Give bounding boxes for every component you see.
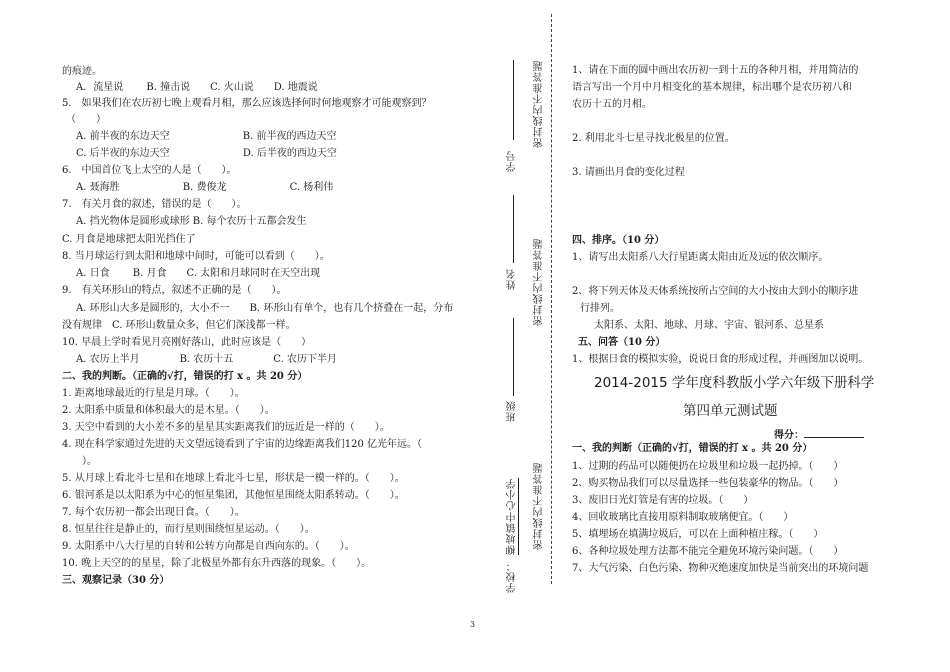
- sort-question-2: 2、将下列天体及天体系统按所占空间的大小按由大到小的顺序进: [572, 286, 859, 297]
- judge-item: 6. 银河系是以太阳系为中心的恒星集团，其他恒星围绕太阳系转动。（ ）。: [62, 490, 405, 501]
- seal-line: [551, 14, 552, 584]
- judge-item: 5、填埋场在填满垃圾后，可以在上面种植庄稼。（ ）: [572, 529, 824, 540]
- question-8: 8. 当月球运行到太阳和地球中间时，可能可以看到（ ）。: [62, 251, 330, 262]
- judge-item: 4. 现在科学家通过先进的天文望远镜看到了宇宙的边缘距离我们120 亿光年远。（: [62, 439, 422, 450]
- judge-item: 6、各种垃圾处理方法都不能完全避免环境污染问题。（ ）: [572, 546, 844, 557]
- class-label: 班级: [507, 400, 518, 422]
- observation-3: 3. 请画出月食的变化过程: [572, 167, 685, 178]
- unit-title: 第四单元测试题: [683, 403, 778, 419]
- class-blank: [513, 318, 514, 396]
- score-blank: [804, 427, 864, 438]
- observation-1: 农历十五的月相。: [572, 99, 652, 110]
- question-7: 7. 有关月食的叙述，错误的是（ ）。: [62, 199, 247, 210]
- question-10: 10. 早晨上学时看见月亮刚好落山，此时应该是（ ）: [62, 337, 312, 348]
- qa-question-1: 1、根据日食的模拟实验，说说日食的形成过程，并画图加以说明。: [572, 354, 869, 365]
- left-line: A．流星说 B. 撞击说 C. 火山说 D. 地震说: [76, 82, 318, 93]
- school-name: 柳坡镇中心小学: [507, 478, 518, 555]
- sort-items: 太阳系、太阳、地球、月球、宇宙、银河系、总星系: [594, 320, 824, 331]
- page-number: 3: [470, 620, 476, 629]
- observation-1: 语言写出一个月中月相变化的基本规律，标出哪个是农历初八和: [572, 82, 852, 93]
- left-line: A. 挡光物体是圆形或球形 B. 每个农历十五都会发生: [76, 216, 307, 227]
- section-4-title: 四、排序。（10 分）: [572, 235, 665, 246]
- question-5: 5. 如果我们在农历初七晚上观看月相，那么应该选择何时何地观察才可能观察到？: [62, 98, 432, 109]
- left-line: ）。: [62, 456, 97, 467]
- judge-item: 3. 天空中看到的大小差不多的星星其实距离我们的远近是一样的（ ）。: [62, 422, 390, 433]
- name-blank: [513, 195, 514, 263]
- judge-item: 10. 晚上天空的的星星，除了北极星外都有东升西落的现象。（ ）。: [62, 558, 372, 569]
- judge-item: 7. 每个农历初一都会出现日食。（ ）。: [62, 507, 245, 518]
- seal-warning-text: 密封线内不准答题: [534, 462, 545, 550]
- left-line: （ ）: [66, 114, 106, 125]
- observation-2: 2. 利用北斗七星寻找北极星的位置。: [572, 133, 735, 144]
- student-number-blank: [513, 60, 514, 140]
- left-line: 的痕迹。: [62, 66, 102, 77]
- student-number-label: 学号: [507, 150, 518, 172]
- left-line: A. 环形山大多是圆形的，大小不一 B. 环形山有单个，也有几个挤叠在一起，分布: [76, 303, 454, 314]
- left-line: 没有规律 C. 环形山数量众多，但它们深浅都一样。: [62, 320, 296, 331]
- left-line: C. 后半夜的东边天空 D. 后半夜的西边天空: [76, 148, 337, 159]
- observation-1: 1、请在下面的圆中画出农历初一到十五的各种月相，并用简洁的: [572, 65, 859, 76]
- section-5-title: 五、问答（10 分）: [578, 337, 666, 348]
- section-3-title: 三、观察记录（30 分）: [62, 575, 170, 586]
- name-label: 姓名: [507, 268, 518, 290]
- sort-question-1: 1、请写出太阳系八大行星距离太阳由近及远的依次顺序。: [572, 252, 829, 263]
- judge-item: 1、过期的药品可以随便扔在垃圾里和垃圾一起扔掉。（ ）: [572, 461, 844, 472]
- judge-item: 4、回收玻璃比直接用原料制取玻璃便宜。（ ）: [572, 512, 794, 523]
- judge-item: 8. 恒星往往是静止的，而行星则围绕恒星运动。（ ）。: [62, 524, 315, 535]
- judge-item: 1. 距离地球最近的行星是月球。（ ）。: [62, 388, 245, 399]
- judge-item: 7、大气污染、白色污染、物种灭绝速度加快是当前突出的环境问题: [572, 563, 869, 574]
- judge-item: 9. 太阳系中八大行星的自转和公转方向都是自西向东的。（ ）。: [62, 541, 355, 552]
- question-9: 9. 有关环形山的特点，叙述不正确的是（ ）。: [62, 285, 287, 296]
- sort-question-2: 行排列。: [580, 303, 620, 314]
- left-line: A. 前半夜的东边天空 B. 前半夜的西边天空: [76, 131, 337, 142]
- left-line: A. 日食 B. 月食 C. 太阳和月球同时在天空出现: [76, 268, 321, 279]
- section-2-title: 二、我的判断。（正确的√打，错误的打 x 。共 20 分）: [62, 371, 308, 382]
- school-label: 学校：: [507, 560, 518, 593]
- judge-item: 2、购买物品我们可以尽量选择一些包装豪华的物品。（ ）: [572, 478, 844, 489]
- judge-item: 3、废旧日光灯管是有害的垃圾。（ ）: [572, 495, 754, 506]
- seal-warning-text: 密封线内不准答题: [534, 238, 545, 326]
- judge-item: 2. 太阳系中质量和体积最大的是木星。（ ）。: [62, 405, 275, 416]
- judge-item: 5. 从月球上看北斗七星和在地球上看北斗七星，形状是一模一样的。（ ）。: [62, 473, 405, 484]
- exam-title: 2014-2015 学年度科教版小学六年级下册科学: [594, 375, 875, 391]
- score-label: 得分：: [774, 430, 804, 441]
- score-field: [774, 427, 864, 443]
- question-6: 6. 中国首位飞上太空的人是（ ）。: [62, 165, 237, 176]
- judge-section-title: 一、我的判断（正确的√打，错误的打 x 。共 20 分）: [572, 443, 813, 454]
- left-line: A. 聂海胜 B. 费俊龙 C. 杨利伟: [76, 182, 334, 193]
- seal-warning-text: 密封线内不准答题: [534, 60, 545, 148]
- left-line: A. 农历上半月 B. 农历十五 C. 农历下半月: [76, 354, 337, 365]
- left-line: C. 月食是地球把太阳光挡住了: [62, 234, 196, 245]
